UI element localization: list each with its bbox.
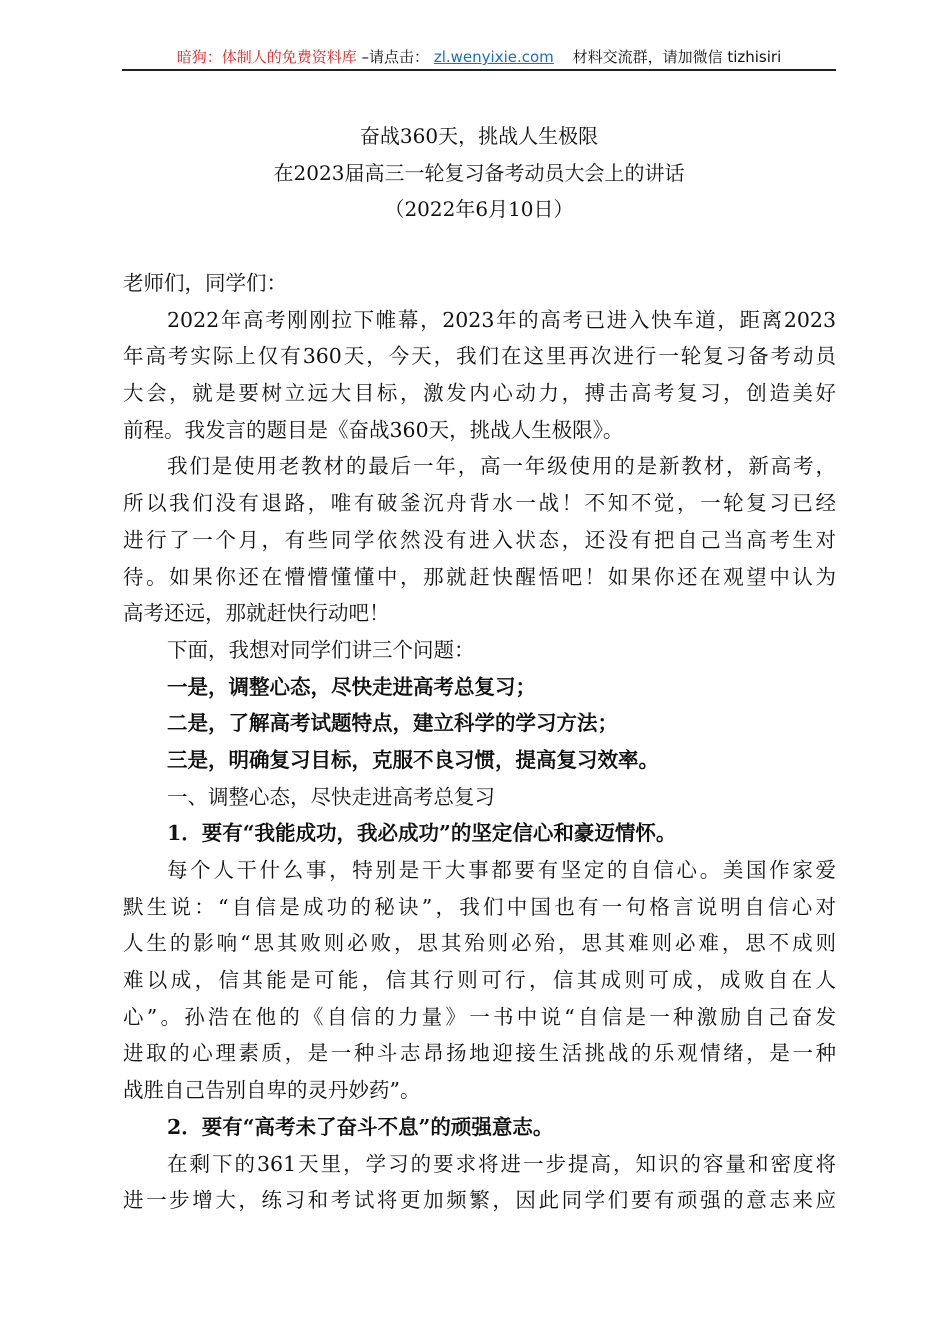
text-line: 在剩下的361天里，学习的要求将进一步提高，知识的容量和密度将: [167, 1151, 836, 1176]
header-contact: 材料交流群，请加微信 tizhisiri: [572, 48, 782, 66]
doc-title: 奋战360天，挑战人生极限: [359, 124, 599, 148]
doc-subtitle: 在2023届高三一轮复习备考动员大会上的讲话: [273, 161, 685, 185]
text-line: 人生的影响“思其败则必败，思其殆则必殆，思其难则必难，思不成则: [123, 931, 836, 956]
text-line: 难以成，信其能是可能，信其行则可行，信其成则可成，成败自在人: [123, 968, 836, 993]
header-link[interactable]: zl.wenyixie.com: [433, 48, 554, 66]
text-line: 待。如果你还在懵懵懂懂中，那就赶快醒悟吧！如果你还在观望中认为: [123, 564, 836, 589]
text-line: 进行了一个月，有些同学依然没有进入状态，还没有把自己当高考生对: [123, 527, 836, 552]
text-line: 战胜自己告别自卑的灵丹妙药”。: [123, 1078, 421, 1103]
text-line: 大会，就是要树立远大目标，激发内心动力，搏击高考复习，创造美好: [123, 381, 836, 406]
header-prompt: –请点击：: [361, 48, 430, 66]
text-line: 1．要有“我能成功，我必成功”的坚定信心和豪迈情怀。: [167, 821, 677, 846]
text-line: 每个人干什么事，特别是干大事都要有坚定的自信心。美国作家爱: [167, 858, 836, 882]
header-divider: [122, 69, 836, 71]
text-line: 进取的心理素质，是一种斗志昂扬地迎接生活挑战的乐观情绪，是一种: [123, 1041, 836, 1066]
text-line: 进一步增大，练习和考试将更加频繁，因此同学们要有顽强的意志来应: [123, 1188, 836, 1213]
doc-body: [123, 265, 836, 1219]
text-line: 前程。我发言的题目是《奋战360天，挑战人生极限》。: [123, 417, 624, 442]
text-line: 高考还远，那就赶快行动吧！: [123, 601, 390, 626]
text-line: 一是，调整心态，尽快走进高考总复习；: [167, 674, 536, 699]
text-line: 2．要有“高考未了奋斗不息”的顽强意志。: [167, 1114, 554, 1139]
text-line: 一、调整心态，尽快走进高考总复习: [167, 784, 495, 809]
text-line: 下面，我想对同学们讲三个问题：: [167, 637, 475, 662]
text-line: 三是，明确复习目标，克服不良习惯，提高复习效率。: [167, 747, 659, 772]
doc-date: （2022年6月10日）: [384, 197, 574, 221]
text-line: 2022年高考刚刚拉下帷幕，2023年的高考已进入快车道，距离2023: [167, 307, 836, 332]
text-line: 心”。孙浩在他的《自信的力量》一书中说“自信是一种激励自己奋发: [123, 1004, 836, 1029]
text-line: 我们是使用老教材的最后一年，高一年级使用的是新教材，新高考，: [167, 454, 836, 479]
page-header: [122, 46, 836, 67]
text-line: 二是，了解高考试题特点，建立科学的学习方法；: [167, 711, 618, 736]
text-line: 年高考实际上仅有360天，今天，我们在这里再次进行一轮复习备考动员: [123, 344, 836, 369]
text-line: 老师们，同学们：: [123, 271, 287, 295]
header-site-name: 暗狗：体制人的免费资料库: [176, 48, 357, 66]
text-line: 所以我们没有退路，唯有破釜沉舟背水一战！不知不觉，一轮复习已经: [123, 491, 836, 516]
text-line: 默生说：“自信是成功的秘诀”，我们中国也有一句格言说明自信心对: [123, 894, 836, 919]
